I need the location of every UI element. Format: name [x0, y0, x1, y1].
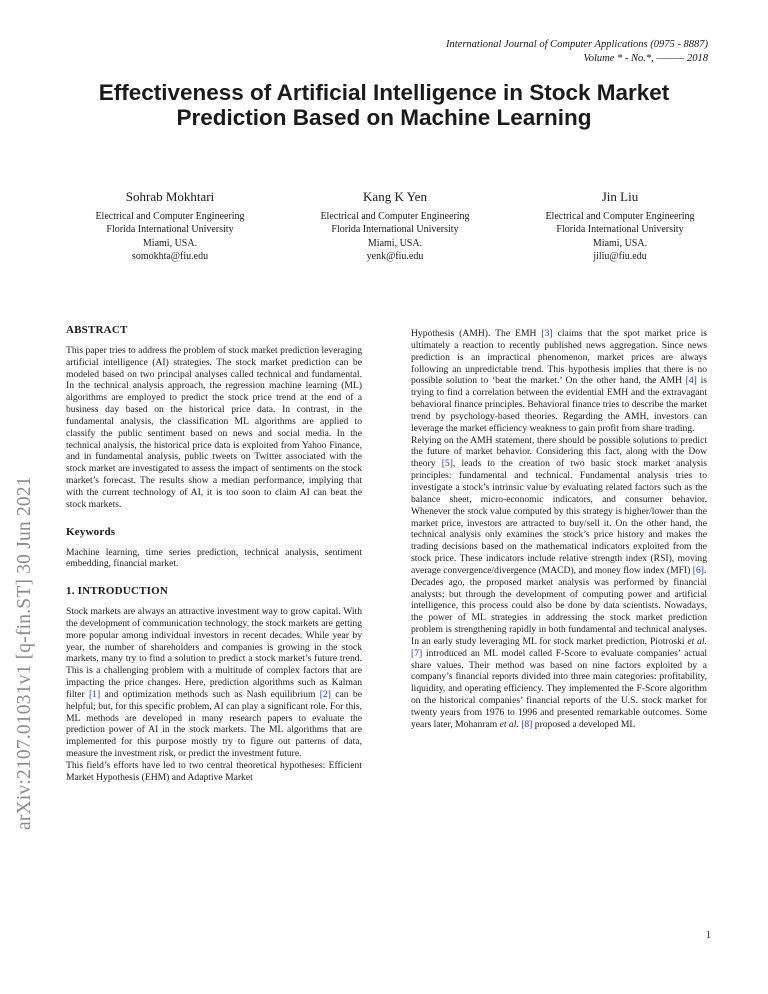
paper-title: Effectiveness of Artificial Intelligence in Stock Market Prediction Based on Machine Learning	[98, 80, 670, 130]
citation-link[interactable]: [5]	[441, 458, 453, 470]
author-dept: Electrical and Computer Engineering	[320, 210, 470, 222]
citation-link[interactable]: [8]	[521, 718, 533, 730]
abstract-text: This paper tries to address the problem of stock market prediction leveraging artificial intelligence (AI) strategies. The stock market prediction can be modeled based on two principal analyses called technical and fundamental. In the technical analysis approach, the regression machine learning (ML) algorithms are employed to predict the stock price trend at the end of a business day based on the historical price data. In contrast, in the fundamental analysis, the classification ML algorithms are applied to classify the public sentiment based on news and social media. In the technical analysis, the historical price data is exploited from Yahoo Finance, and in fundamental analysis, public tweets on Twitter associated with the stock market are investigated to assess the impact of sentiments on the stock market’s forecast. The results show a median performance, implying that with the current technology of AI, it is too soon to claim AI can beat the stock markets.	[66, 344, 362, 510]
page-number: 1	[706, 930, 711, 941]
keywords-heading: Keywords	[66, 525, 116, 538]
author-university: Florida International University	[331, 224, 459, 235]
arxiv-stamp: arXiv:2107.01031v1 [q-fin.ST] 30 Jun 2021	[14, 476, 35, 830]
journal-header	[446, 38, 708, 66]
citation-link[interactable]: [1]	[88, 688, 101, 700]
author-university: Florida International University	[556, 224, 684, 235]
body-paragraph: Hypothesis (AMH). The EMH [3] claims that the spot market price is ultimately a reaction to recently published news aggregation. Since news prediction is an impractical phenomenon, market prices are always following an unpredictable trend. This hypothesis implies that there is no possible solution to ‘beat the market.’ On the other hand, the AMH [4] is trying to find a correlation between the evidential EMH and the extravagant behavioral finance principles. Behavioral finance tries to describe the market trend by psychology-based theories. Regarding the AMH, investors can leverage the market efficiency weakness to gain profit from share trading.	[411, 328, 707, 434]
right-column	[411, 328, 707, 731]
author-city: Miami, USA.	[142, 237, 198, 249]
citation-link[interactable]: [2]	[319, 688, 331, 700]
author-name: Sohrab Mokhtari	[125, 189, 215, 204]
author-block	[520, 190, 720, 264]
author-city: Miami, USA.	[592, 237, 648, 249]
author-email: jiliu@fiu.edu	[593, 251, 647, 262]
intro-paragraph: Stock markets are always an attractive investment way to grow capital. With the development of communication technology, the stock markets are getting more popular among individual investors in recent decades. While year by year, the number of shareholders and companies is growing in the stock markets, many try to find a solution to predict a stock market’s future trend. This is a challenging problem with a multitude of complex factors that are impacting the price changes. Here, prediction algorithms such as Kalman filter [1] and optimization methods such as Nash equilibrium [2] can be helpful; but, for this specific problem, AI can play a significant role. For this, ML methods are developed in many research papers to evaluate the prediction power of AI in the stock markets. The ML algorithms that are implemented for this purpose mostly try to figure out patterns of data, measure the investment risk, or predict the investment future.	[66, 606, 363, 760]
author-block	[70, 190, 270, 264]
left-column	[66, 325, 362, 784]
keywords-text: Machine learning, time series prediction, technical analysis, sentiment embedding, financial market.	[66, 546, 362, 570]
citation-link[interactable]: [7]	[411, 647, 423, 659]
author-dept: Electrical and Computer Engineering	[545, 210, 695, 222]
abstract-heading: ABSTRACT	[66, 324, 128, 336]
author-name: Kang K Yen	[363, 189, 427, 204]
body-paragraph: Decades ago, the proposed market analysis was performed by financial analysts; but through the development of computing power and artificial intelligence, this process could also be done by data scientists. Nowadays, the power of ML strategies in addressing the stock market prediction problem is strengthening rapidly in both fundamental and technical analyses. In an early study leveraging ML for stock market prediction, Piotroski et al. [7] introduced an ML model called F-Score to evaluate companies’ actual share values. Their method was based on nine factors exploited by a company’s financial reports divided into three main categories: profitability, liquidity, and operating efficiency. They implemented the F-Score algorithm on the historical companies’ financial reports of the U.S. stock market for twenty years from 1976 to 1996 and presented remarkable outcomes. Some years later, Mohanram et al. [8] proposed a developed ML	[411, 576, 707, 730]
author-city: Miami, USA.	[367, 237, 423, 249]
author-email: yenk@fiu.edu	[366, 251, 424, 262]
author-name: Jin Liu	[601, 189, 639, 204]
body-paragraph: Relying on the AMH statement, there should be possible solutions to predict the future of market behavior. Considering this fact, along with the Dow theory [5], leads to the creation of two basic stock market analysis principles: fundamental and technical. Fundamental analysis tries to investigate a stock’s intrinsic value by evaluating related factors such as the balance sheet, micro-economic indicators, and consumer behavior. Whenever the stock value computed by this strategy is higher/lower than the market price, investors are attracted to buy/sell it. On the other hand, the technical analysis only examines the stock’s price history and makes the trading decisions based on the mathematical indicators exploited from the stock price. These indicators include relative strength index (RSI), moving average convergence/divergence (MACD), and money flow index (MFI) [6].	[411, 434, 707, 576]
journal-name: International Journal of Computer Applications (0975 - 8887)	[446, 39, 708, 50]
author-dept: Electrical and Computer Engineering	[95, 210, 245, 222]
citation-link[interactable]: [3]	[541, 328, 553, 339]
intro-paragraph: This field’s efforts have led to two central theoretical hypotheses: Efficient Market Hypothesis (EHM) and Adaptive Market	[66, 760, 362, 783]
citation-link[interactable]: [6]	[692, 564, 704, 576]
intro-heading: 1. INTRODUCTION	[66, 585, 169, 598]
citation-link[interactable]: [4]	[685, 375, 697, 387]
author-block	[295, 190, 495, 264]
journal-volume: Volume * - No.*, ——— 2018	[583, 53, 708, 64]
author-university: Florida International University	[106, 224, 234, 235]
author-list	[70, 190, 720, 264]
author-email: somokhta@fiu.edu	[131, 251, 209, 262]
